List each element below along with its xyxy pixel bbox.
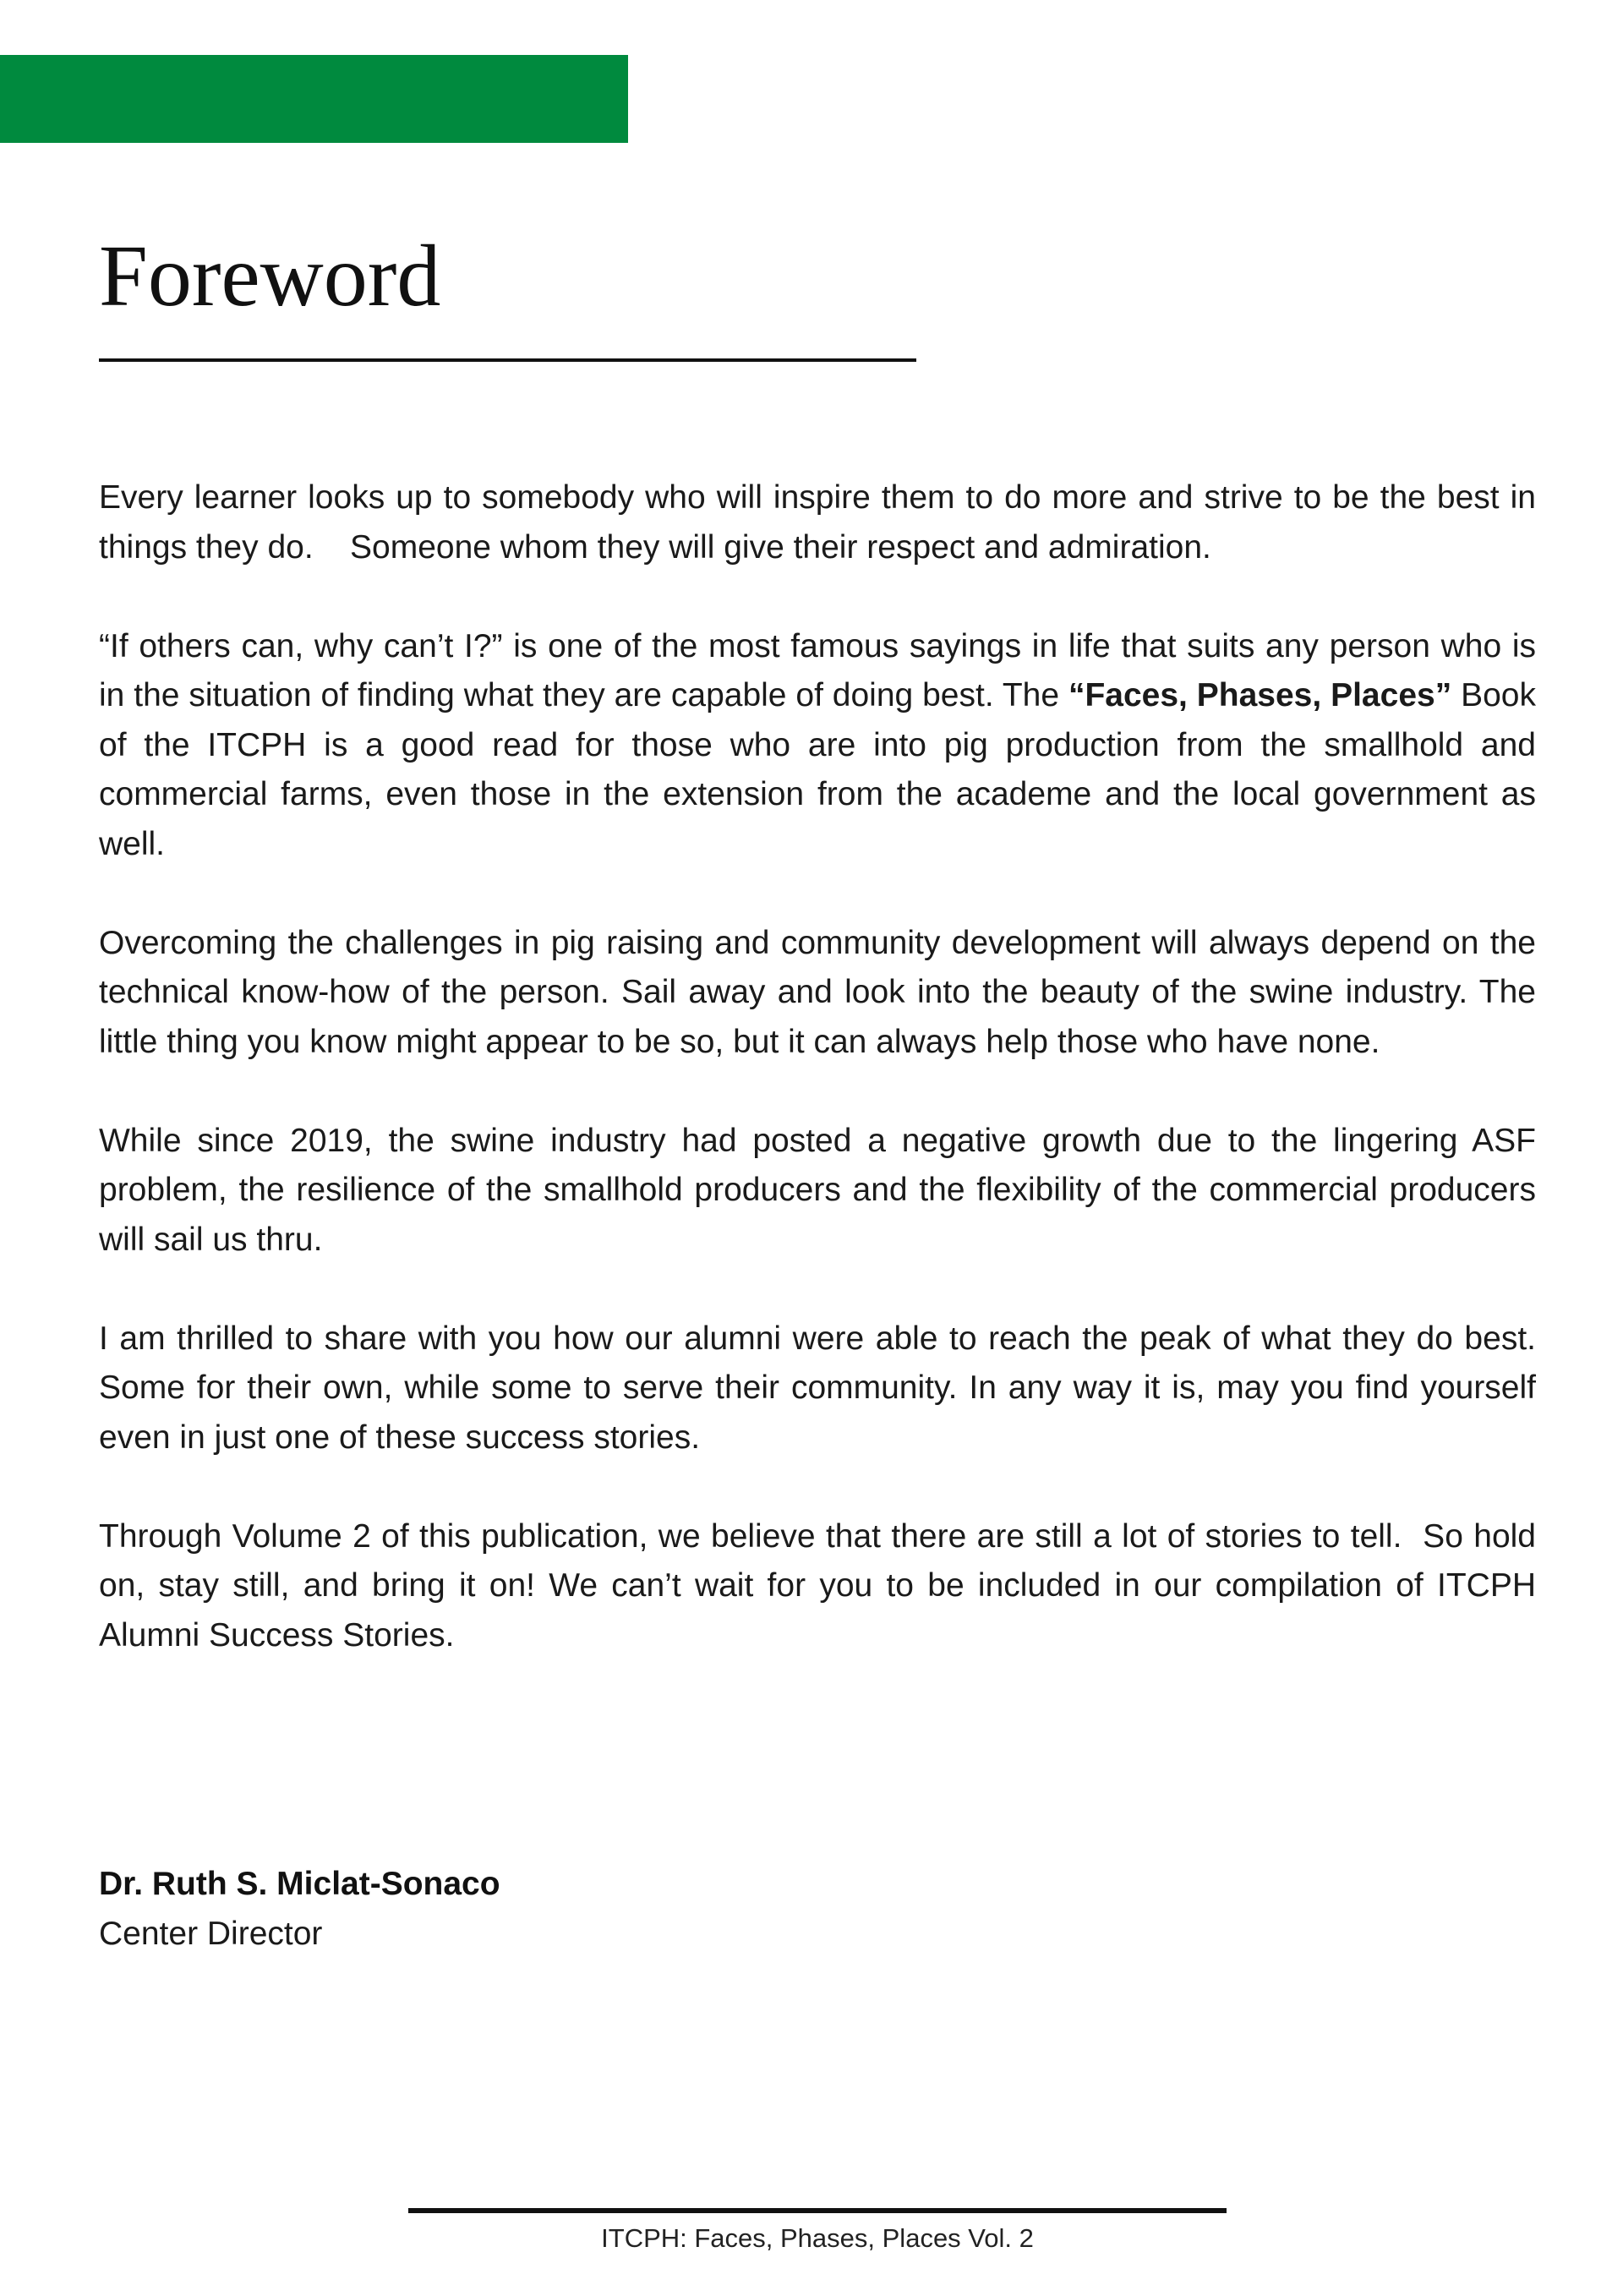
paragraph-4: While since 2019, the swine industry had posted a negative growth due to the lingering ASF problem, the resilience of the smallhold producers and the flexibility of the commercial producers will sail us thru. (99, 1122, 1536, 1258)
title-underline (99, 358, 916, 362)
foreword-body (99, 473, 1536, 1710)
paragraph-5: I am thrilled to share with you how our alumni were able to reach the peak of what they do best. Some for their own, while some to serve their community. In any way it is, may you find yourself even in just one of these success stories. (99, 1320, 1536, 1456)
paragraph-2-lead: “If others can, why can’t I?” is one of the most famous sayings in life that suits any person who is in the situation of finding what they are capable of doing best. The (99, 627, 1536, 713)
footer-text: ITCPH: Faces, Phases, Places Vol. 2 (601, 2223, 1034, 2253)
signatory-name: Dr. Ruth S. Miclat-Sonaco (99, 1866, 500, 1902)
signature-block (99, 1860, 500, 1959)
paragraph-2-tail: Book of the ITCPH is a good read for those who are into pig production from the smallhold and commercial farms, even those in the extension from the academe and the local government as well. (99, 677, 1536, 862)
footer-rule (408, 2208, 1227, 2213)
page-title: Foreword (99, 227, 441, 325)
signatory-role: Center Director (99, 1915, 323, 1952)
paragraph-3: Overcoming the challenges in pig raising and community development will always depend on the technical know-how of the person. Sail away and look into the beauty of the swine industry. The little thing you know might appear to be so, but it can always help those who have none. (99, 924, 1536, 1060)
paragraph-6: Through Volume 2 of this publication, we believe that there are still a lot of stories to tell. So hold on, stay still, and bring it on! We can’t wait for you to be included in our compilation of ITCPH Alumni Success Stories. (99, 1517, 1536, 1654)
book-title-emphasis: “Faces, Phases, Places” (1068, 677, 1452, 713)
paragraph-2 (99, 622, 1536, 870)
paragraph-1: Every learner looks up to somebody who will inspire them to do more and strive to be the best in things they do. Someone whom they will give their respect and admiration. (99, 479, 1536, 566)
green-accent-bar (0, 55, 628, 143)
